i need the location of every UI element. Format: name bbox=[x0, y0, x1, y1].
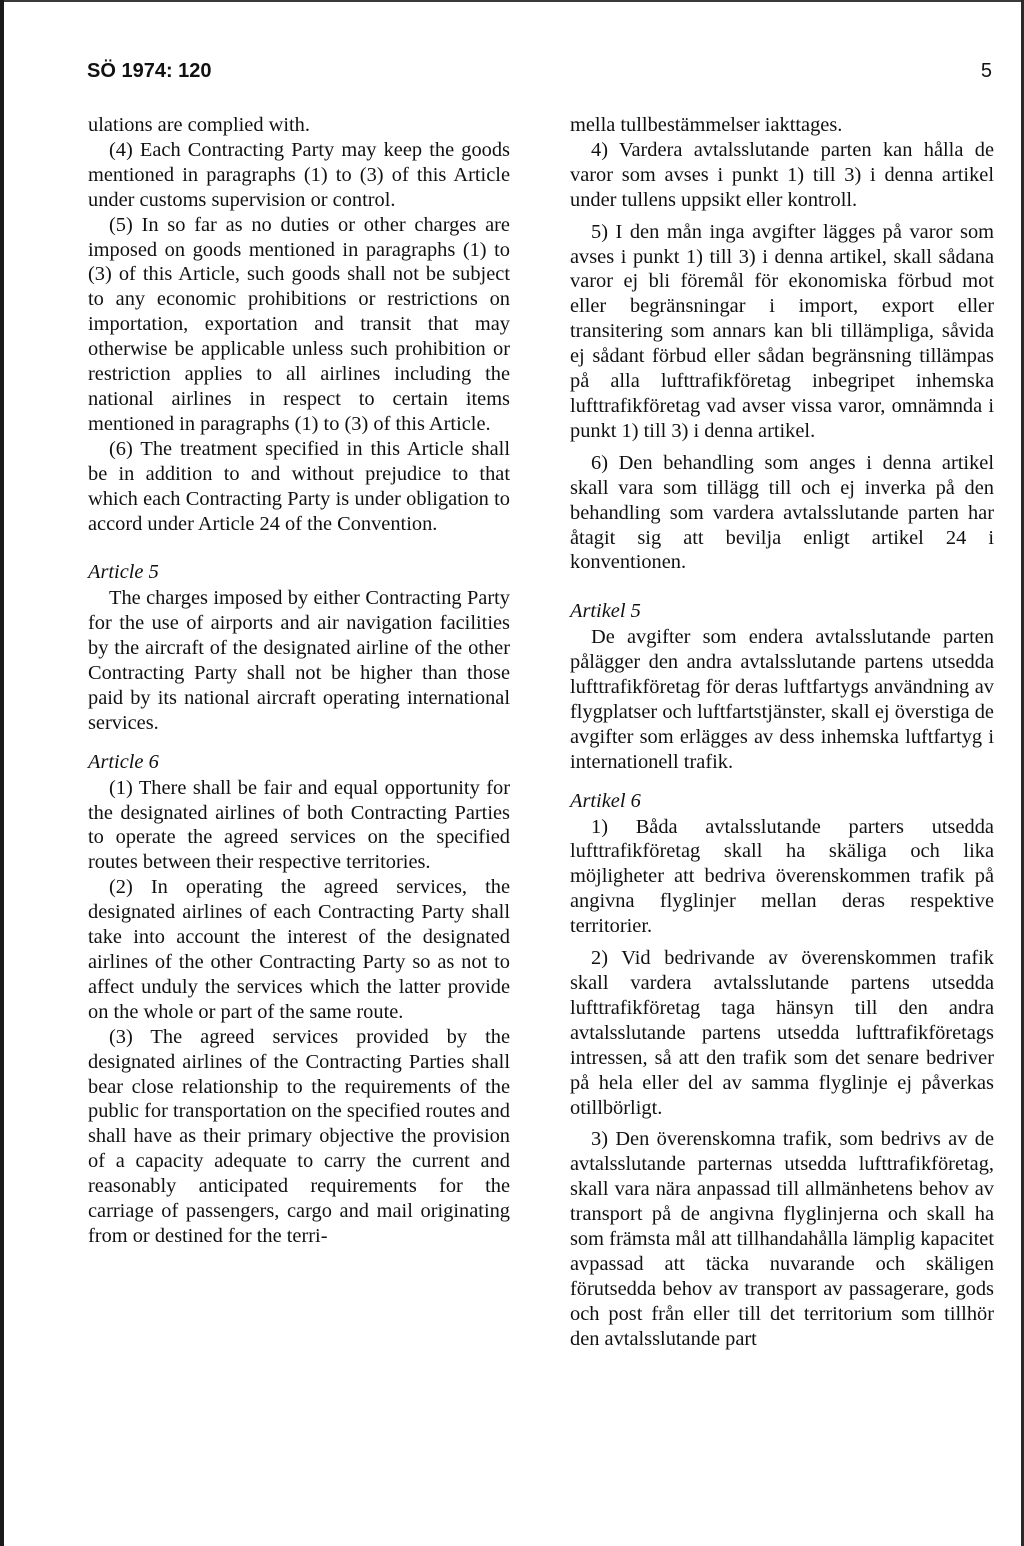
scan-edge-top bbox=[0, 0, 1024, 2]
sv-article6-para1: 1) Båda avtalsslutande parters utsedda lufttrafikföretag skall ha skäliga och lika möjligheter att bedriva överenskommen trafik på angivna flyglinjer mellan deras respektive territorier. bbox=[570, 815, 994, 938]
en-article4-para6: (6) The treatment specified in this Article shall be in addition to and without prejudice to that which each Contracting Party is under obligation to accord under Article 24 of the Convention. bbox=[88, 437, 510, 535]
page-header bbox=[87, 60, 992, 90]
scan-edge-left bbox=[0, 0, 4, 1546]
en-article4-para5: (5) In so far as no duties or other charges are imposed on goods mentioned in paragraphs (1) to (3) of this Article, such goods shall not be subject to any economic prohibitions or restrictions on importation, exportation and transit that may otherwise be applicable unless such prohibition or restriction applies to all airlines including the national airlines in respect to certain items mentioned in paragraphs (1) to (3) of this Article. bbox=[88, 213, 510, 435]
en-continuation-text: ulations are complied with. bbox=[88, 114, 310, 136]
en-article4-para4: (4) Each Contracting Party may keep the goods mentioned in paragraphs (1) to (3) of this Article under customs supervision or control. bbox=[88, 138, 510, 211]
en-article6-para1: (1) There shall be fair and equal opportunity for the designated airlines of both Contracting Parties to operate the agreed services on the specified routes between their respective territories. bbox=[88, 776, 510, 874]
sv-article6-para2: 2) Vid bedrivande av överenskommen trafik skall vardera avtalsslutande partens utsedda lufttrafikföretag taga hänsyn till den andra avtalsslutande partens utsedda lufttrafikföretags intressen, så att den trafik som det senare bedriver på hela eller del av samma flyglinje ej påverkas otillbörligt. bbox=[570, 947, 994, 1119]
sv-article4-para6: 6) Den behandling som anges i denna artikel skall vara som tillägg till och ej inverka på den behandling som vardera avtalsslutande parten har åtagit sig att bevilja enligt artikel 24 i konventionen. bbox=[570, 451, 994, 574]
sv-article6-para3: 3) Den överenskomna trafik, som bedrivs av de avtalsslutande parternas utsedda lufttrafikföretag, skall vara nära anpassad till allmänhetens behov av transport på de angivna flyglinjerna och skall ha som främsta mål att tillhandahålla lämplig kapacitet avpassad att täcka nuvarande och skäligen förutsedda behov av transport av passagerare, gods och post från eller till det territorium som tillhör den avtalsslutande part bbox=[570, 1128, 994, 1350]
page-number: 5 bbox=[980, 60, 992, 82]
en-article6-para3: (3) The agreed services provided by the designated airlines of the Contracting Parties shall bear close relationship to the requirements of the public for transportation on the specified routes and shall have as their primary objective the provision of a capacity adequate to carry the current and reasonably anticipated requirements for the carriage of passengers, cargo and mail originating from or destined for the terri- bbox=[88, 1025, 510, 1247]
sv-article4-para4: 4) Vardera avtalsslutande parten kan hålla de varor som avses i punkt 1) till 3) i denna artikel under tullens uppsikt eller kontroll. bbox=[570, 138, 994, 211]
sv-article5-para1: De avgifter som endera avtalsslutande parten pålägger den andra avtalsslutande partens utsedda lufttrafikföretag för deras luftfartygs användning av flygplatser och luftfartstjänster, skall ej överstiga de avgifter som erlägges av dess inhemska luftfartyg i internationell trafik. bbox=[570, 626, 994, 773]
english-column bbox=[88, 113, 510, 1249]
en-article5-para1: The charges imposed by either Contracting Party for the use of airports and air navigation facilities by the aircraft of the designated airline of the other Contracting Party shall not be higher than those paid by its national aircraft operating international services. bbox=[88, 587, 510, 734]
sv-continuation-text: mella tullbestämmelser iakttages. bbox=[570, 114, 843, 136]
swedish-column bbox=[570, 113, 994, 1352]
document-id: SÖ 1974: 120 bbox=[87, 60, 212, 82]
en-article5-heading: Article 5 bbox=[88, 561, 159, 584]
sv-article4-para5: 5) I den mån inga avgifter lägges på varor som avses i punkt 1) till 3) i denna artikel, skall sådana varor ej bli föremål för ekonomiska förbud mot eller begränsningar i import, export eller transitering som annars kan bli tillämpliga, såvida ej sådant förbud eller sådan begränsning tillämpas på alla lufttrafikföretag inbegripet inhemska lufttrafikföretag vad avser vissa varor, omnämnda i punkt 1) till 3) i denna artikel. bbox=[570, 220, 994, 442]
en-article6-para2: (2) In operating the agreed services, the designated airlines of each Contracting Party shall take into account the interest of the designated airlines of the other Contracting Party so as not to affect unduly the services which the latter provide on the whole or part of the same route. bbox=[88, 876, 510, 1023]
sv-article5-heading: Artikel 5 bbox=[570, 600, 641, 623]
en-article6-heading: Article 6 bbox=[88, 750, 159, 773]
sv-article6-heading: Artikel 6 bbox=[570, 789, 641, 812]
